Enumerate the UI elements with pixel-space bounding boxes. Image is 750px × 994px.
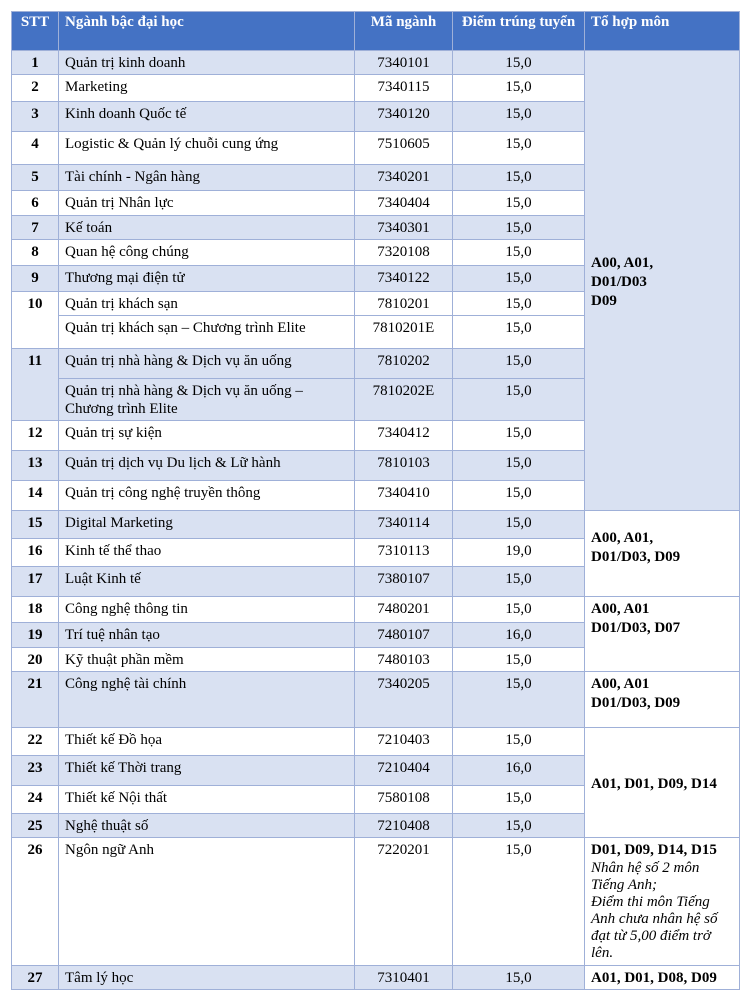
cell-stt: 15 — [12, 511, 59, 539]
cell-code: 7810202 — [355, 349, 453, 379]
cell-code: 7340404 — [355, 191, 453, 216]
header-stt: STT — [12, 12, 59, 51]
cell-major: Công nghệ thông tin — [59, 597, 355, 623]
cell-stt: 22 — [12, 728, 59, 756]
cell-score: 15,0 — [453, 75, 585, 102]
cell-stt: 16 — [12, 539, 59, 567]
cell-subject-combo — [585, 51, 740, 511]
cell-code: 7810201E — [355, 316, 453, 349]
table-body — [12, 51, 740, 990]
cell-code: 7480201 — [355, 597, 453, 623]
cell-major: Thương mại điện tử — [59, 266, 355, 292]
cell-major: Kinh tế thể thao — [59, 539, 355, 567]
cell-stt: 20 — [12, 648, 59, 672]
admission-scores-table — [11, 11, 740, 990]
cell-score: 15,0 — [453, 240, 585, 266]
cell-subject-combo — [585, 511, 740, 597]
cell-score: 15,0 — [453, 266, 585, 292]
cell-stt: 25 — [12, 814, 59, 838]
cell-major: Ngôn ngữ Anh — [59, 838, 355, 966]
cell-code: 7340115 — [355, 75, 453, 102]
subject-combo-text: A00, A01, D01/D03, D09 — [591, 530, 681, 565]
cell-score: 19,0 — [453, 539, 585, 567]
header-major: Ngành bậc đại học — [59, 12, 355, 51]
table-row — [12, 597, 740, 623]
cell-subject-combo — [585, 672, 740, 728]
cell-score: 15,0 — [453, 838, 585, 966]
cell-stt: 10 — [12, 292, 59, 349]
cell-score: 15,0 — [453, 292, 585, 316]
cell-score: 15,0 — [453, 349, 585, 379]
cell-stt: 11 — [12, 349, 59, 421]
subject-combo-text: A00, A01, D01/D03 D09 — [591, 254, 654, 309]
cell-subject-combo — [585, 966, 740, 990]
cell-score: 15,0 — [453, 132, 585, 165]
cell-code: 7320108 — [355, 240, 453, 266]
cell-major: Kế toán — [59, 216, 355, 240]
table-row — [12, 838, 740, 966]
table-row — [12, 51, 740, 75]
cell-major: Kinh doanh Quốc tế — [59, 102, 355, 132]
cell-stt: 1 — [12, 51, 59, 75]
subject-combo-text: A00, A01 D01/D03, D07 — [591, 601, 681, 636]
cell-stt: 9 — [12, 266, 59, 292]
cell-code: 7210404 — [355, 756, 453, 786]
cell-major: Quản trị nhà hàng & Dịch vụ ăn uống – Chương trình Elite — [59, 379, 355, 421]
cell-score: 15,0 — [453, 481, 585, 511]
cell-major: Quản trị kinh doanh — [59, 51, 355, 75]
cell-major: Quản trị công nghệ truyền thông — [59, 481, 355, 511]
cell-score: 15,0 — [453, 648, 585, 672]
cell-code: 7210408 — [355, 814, 453, 838]
cell-score: 16,0 — [453, 623, 585, 648]
cell-code: 7220201 — [355, 838, 453, 966]
cell-stt: 23 — [12, 756, 59, 786]
cell-stt: 5 — [12, 165, 59, 191]
cell-stt: 6 — [12, 191, 59, 216]
cell-stt: 8 — [12, 240, 59, 266]
cell-score: 15,0 — [453, 567, 585, 597]
cell-code: 7340301 — [355, 216, 453, 240]
cell-score: 15,0 — [453, 511, 585, 539]
cell-code: 7310113 — [355, 539, 453, 567]
subject-combo-text: A01, D01, D09, D14 — [591, 775, 717, 792]
cell-code: 7810201 — [355, 292, 453, 316]
cell-major: Digital Marketing — [59, 511, 355, 539]
subject-combo-note: Nhân hệ số 2 môn Tiếng Anh; Điểm thi môn Tiếng Anh chưa nhân hệ số đạt từ 5,00 điểm trở lên. — [591, 860, 718, 961]
cell-score: 15,0 — [453, 102, 585, 132]
cell-stt: 17 — [12, 567, 59, 597]
cell-code: 7810103 — [355, 451, 453, 481]
cell-score: 15,0 — [453, 597, 585, 623]
cell-subject-combo — [585, 838, 740, 966]
cell-stt: 19 — [12, 623, 59, 648]
table-row — [12, 966, 740, 990]
cell-code: 7340410 — [355, 481, 453, 511]
cell-score: 15,0 — [453, 421, 585, 451]
cell-major: Quản trị nhà hàng & Dịch vụ ăn uống — [59, 349, 355, 379]
cell-stt: 13 — [12, 451, 59, 481]
cell-code: 7210403 — [355, 728, 453, 756]
cell-score: 15,0 — [453, 786, 585, 814]
cell-major: Nghệ thuật số — [59, 814, 355, 838]
cell-major: Quản trị khách sạn – Chương trình Elite — [59, 316, 355, 349]
cell-score: 15,0 — [453, 191, 585, 216]
cell-stt: 3 — [12, 102, 59, 132]
cell-major: Luật Kinh tế — [59, 567, 355, 597]
table-header-row — [12, 12, 740, 51]
cell-code: 7510605 — [355, 132, 453, 165]
cell-major: Tài chính - Ngân hàng — [59, 165, 355, 191]
cell-major: Công nghệ tài chính — [59, 672, 355, 728]
cell-score: 15,0 — [453, 672, 585, 728]
cell-stt: 7 — [12, 216, 59, 240]
header-score: Điểm trúng tuyển — [453, 12, 585, 51]
cell-stt: 18 — [12, 597, 59, 623]
subject-combo-text: A01, D01, D08, D09 — [591, 970, 717, 986]
subject-combo-text: D01, D09, D14, D15 — [591, 842, 717, 858]
cell-major: Quản trị dịch vụ Du lịch & Lữ hành — [59, 451, 355, 481]
cell-score: 15,0 — [453, 814, 585, 838]
cell-code: 7340122 — [355, 266, 453, 292]
cell-major: Thiết kế Đồ họa — [59, 728, 355, 756]
cell-stt: 26 — [12, 838, 59, 966]
cell-score: 15,0 — [453, 51, 585, 75]
cell-score: 15,0 — [453, 728, 585, 756]
cell-major: Quản trị khách sạn — [59, 292, 355, 316]
cell-major: Thiết kế Nội thất — [59, 786, 355, 814]
cell-stt: 4 — [12, 132, 59, 165]
cell-score: 15,0 — [453, 451, 585, 481]
cell-code: 7340114 — [355, 511, 453, 539]
cell-major: Marketing — [59, 75, 355, 102]
cell-score: 15,0 — [453, 216, 585, 240]
cell-stt: 14 — [12, 481, 59, 511]
header-combo: Tổ hợp môn — [585, 12, 740, 51]
cell-subject-combo — [585, 597, 740, 672]
cell-code: 7480107 — [355, 623, 453, 648]
cell-code: 7480103 — [355, 648, 453, 672]
table-row — [12, 672, 740, 728]
cell-code: 7340205 — [355, 672, 453, 728]
table-row — [12, 728, 740, 756]
cell-code: 7340201 — [355, 165, 453, 191]
cell-code: 7380107 — [355, 567, 453, 597]
cell-score: 16,0 — [453, 756, 585, 786]
cell-stt: 27 — [12, 966, 59, 990]
table-row — [12, 511, 740, 539]
cell-major: Quản trị sự kiện — [59, 421, 355, 451]
cell-code: 7340412 — [355, 421, 453, 451]
cell-stt: 24 — [12, 786, 59, 814]
cell-code: 7340120 — [355, 102, 453, 132]
cell-score: 15,0 — [453, 316, 585, 349]
cell-score: 15,0 — [453, 379, 585, 421]
cell-major: Trí tuệ nhân tạo — [59, 623, 355, 648]
cell-major: Tâm lý học — [59, 966, 355, 990]
cell-score: 15,0 — [453, 966, 585, 990]
cell-code: 7310401 — [355, 966, 453, 990]
header-code: Mã ngành — [355, 12, 453, 51]
subject-combo-text: A00, A01 D01/D03, D09 — [591, 676, 681, 711]
cell-major: Quan hệ công chúng — [59, 240, 355, 266]
cell-score: 15,0 — [453, 165, 585, 191]
cell-stt: 21 — [12, 672, 59, 728]
cell-stt: 12 — [12, 421, 59, 451]
cell-major: Logistic & Quản lý chuỗi cung ứng — [59, 132, 355, 165]
cell-code: 7580108 — [355, 786, 453, 814]
cell-code: 7340101 — [355, 51, 453, 75]
cell-major: Quản trị Nhân lực — [59, 191, 355, 216]
cell-major: Thiết kế Thời trang — [59, 756, 355, 786]
cell-major: Kỹ thuật phần mềm — [59, 648, 355, 672]
cell-code: 7810202E — [355, 379, 453, 421]
cell-subject-combo — [585, 728, 740, 838]
cell-stt: 2 — [12, 75, 59, 102]
